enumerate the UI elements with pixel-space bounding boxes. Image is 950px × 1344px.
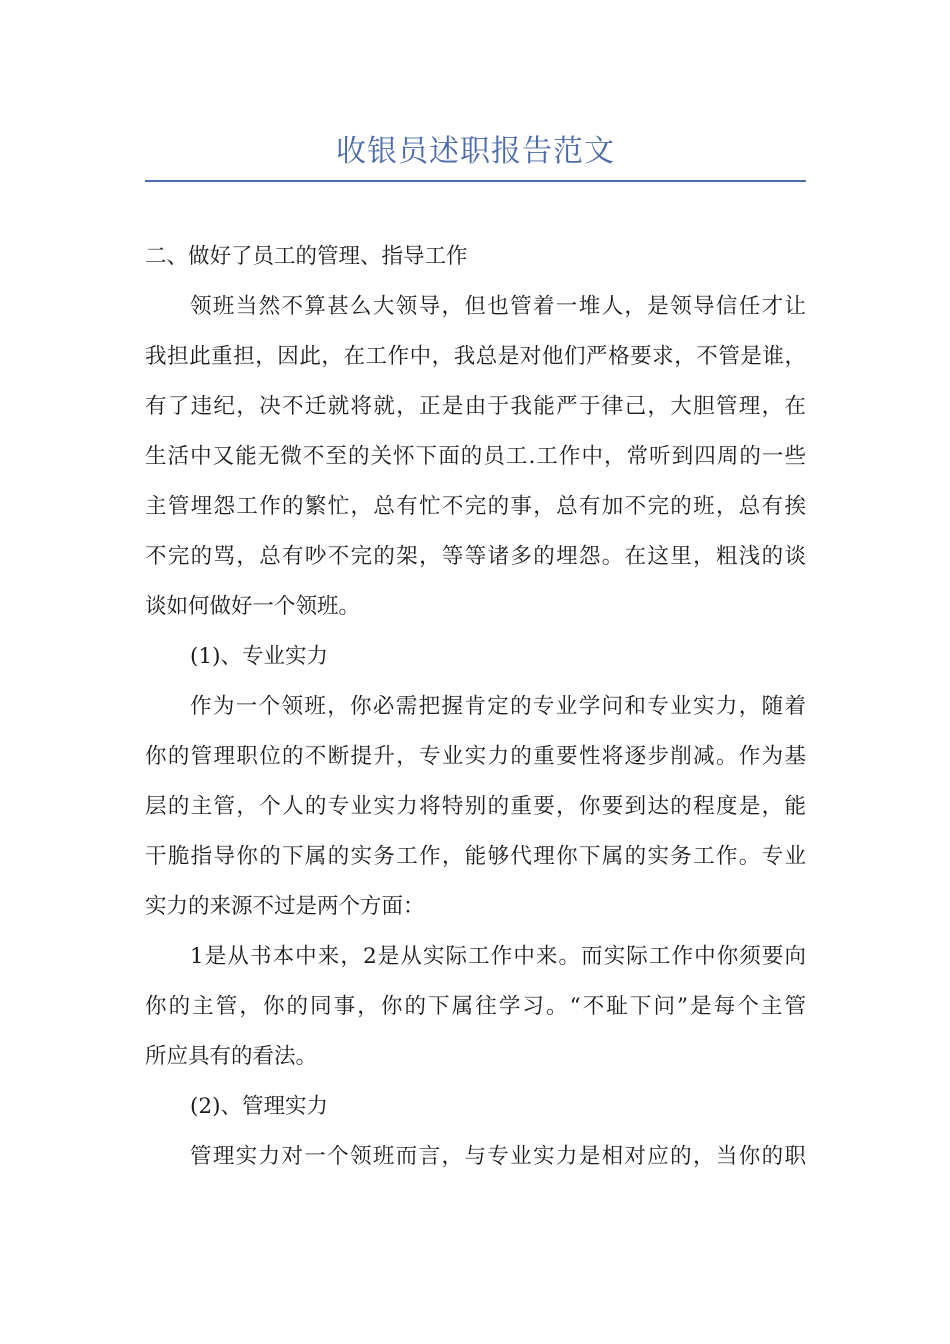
text-line: 1是从书本中来，2是从实际工作中来。而实际工作中你须要向 bbox=[190, 944, 806, 969]
document-body bbox=[145, 232, 806, 1182]
title-underline bbox=[145, 180, 806, 182]
text-line: 不完的骂，总有吵不完的架，等等诸多的埋怨。在这里，粗浅的谈 bbox=[145, 544, 806, 569]
text-line: (1)、专业实力 bbox=[190, 644, 328, 669]
text-line: 有了违纪，决不迁就将就，正是由于我能严于律己，大胆管理，在 bbox=[145, 394, 806, 419]
text-line: 你的管理职位的不断提升，专业实力的重要性将逐步削减。作为基 bbox=[145, 744, 806, 769]
page-title: 收银员述职报告范文 bbox=[336, 134, 615, 169]
text-line: 生活中又能无微不至的关怀下面的员工.工作中，常听到四周的一些 bbox=[145, 444, 806, 469]
text-line: 主管埋怨工作的繁忙，总有忙不完的事，总有加不完的班，总有挨 bbox=[145, 494, 806, 519]
text-line: 我担此重担，因此，在工作中，我总是对他们严格要求，不管是谁， bbox=[145, 344, 806, 369]
text-line: (2)、管理实力 bbox=[190, 1094, 328, 1119]
text-line: 管理实力对一个领班而言，与专业实力是相对应的，当你的职 bbox=[190, 1144, 806, 1169]
text-line: 作为一个领班，你必需把握肯定的专业学问和专业实力，随着 bbox=[190, 694, 806, 719]
text-line: 领班当然不算甚么大领导，但也管着一堆人，是领导信任才让 bbox=[190, 294, 806, 319]
text-line: 实力的来源不过是两个方面： bbox=[145, 894, 425, 919]
text-line: 谈如何做好一个领班。 bbox=[145, 594, 361, 619]
text-line: 层的主管，个人的专业实力将特别的重要，你要到达的程度是，能 bbox=[145, 794, 806, 819]
text-line: 干脆指导你的下属的实务工作，能够代理你下属的实务工作。专业 bbox=[145, 844, 806, 869]
text-line: 二、做好了员工的管理、指导工作 bbox=[145, 244, 468, 269]
text-line: 你的主管，你的同事，你的下属往学习。“不耻下问”是每个主管 bbox=[145, 994, 806, 1019]
text-line: 所应具有的看法。 bbox=[145, 1044, 318, 1069]
